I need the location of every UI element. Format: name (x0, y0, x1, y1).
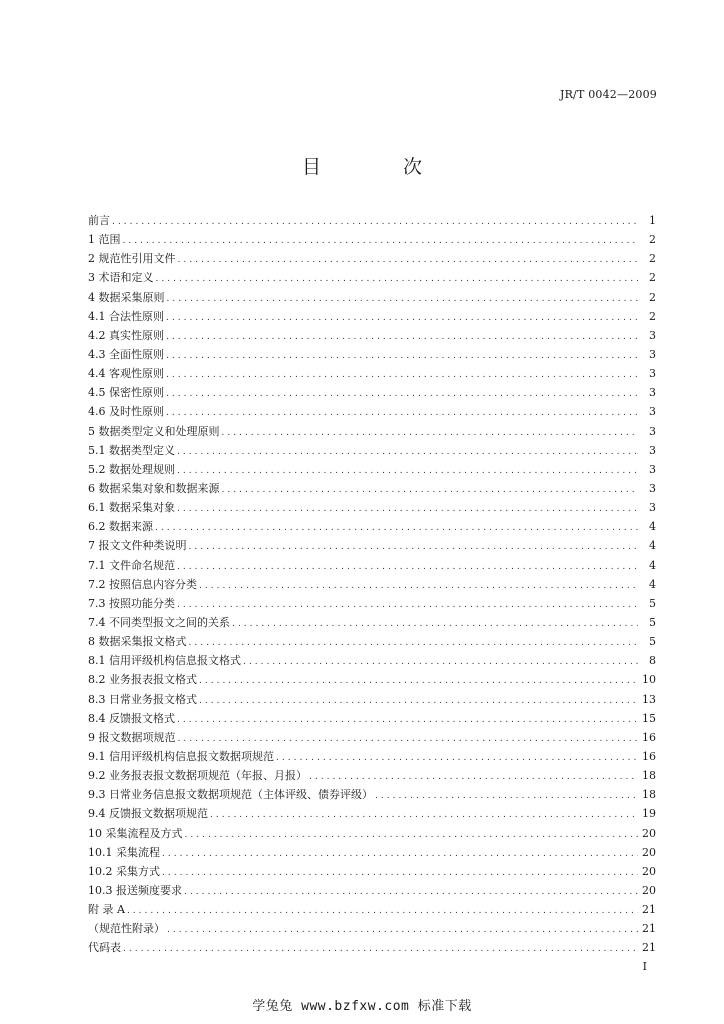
toc-entry[interactable] (88, 594, 656, 613)
toc-entry[interactable] (88, 575, 656, 594)
toc-entry-page: 4 (649, 577, 656, 591)
toc-entry-label: 4.6 及时性原则 (88, 405, 164, 419)
toc-entry-label: 10.1 采集流程 (88, 845, 160, 859)
toc-entry[interactable] (88, 728, 656, 747)
toc-entry-page: 20 (642, 845, 656, 859)
toc-entry[interactable] (88, 536, 656, 555)
toc-entry-label: （规范性附录） (88, 922, 165, 936)
toc-entry-label: 5 数据类型定义和处理原则 (88, 424, 220, 438)
toc-leader-dots (210, 806, 638, 825)
toc-entry[interactable] (88, 460, 656, 479)
toc-entry[interactable] (88, 345, 656, 364)
toc-leader-dots (178, 730, 639, 749)
toc-entry-page: 20 (642, 864, 656, 878)
toc-entry-label: 8.2 业务报表报文格式 (88, 673, 197, 687)
toc-entry[interactable] (88, 651, 656, 670)
toc-entry[interactable] (88, 307, 656, 326)
toc-entry-page: 21 (642, 922, 656, 936)
toc-leader-dots (185, 826, 639, 845)
toc-entry-label: 1 范围 (88, 233, 121, 247)
toc-leader-dots (189, 538, 639, 557)
toc-entry-page: 2 (649, 290, 656, 304)
toc-entry[interactable] (88, 862, 656, 881)
toc-entry-page: 5 (649, 596, 656, 610)
toc-entry[interactable] (88, 441, 656, 460)
toc-entry-label: 6.1 数据采集对象 (88, 501, 175, 515)
toc-entry-page: 21 (642, 903, 656, 917)
page-number: I (642, 960, 647, 973)
toc-entry-label: 7 报文文件种类说明 (88, 539, 187, 553)
toc-entry-page: 18 (642, 769, 656, 783)
toc-leader-dots (162, 845, 638, 864)
toc-entry-page: 1 (649, 214, 656, 227)
toc-leader-dots (199, 577, 638, 596)
toc-leader-dots (199, 692, 638, 711)
toc-entry-page: 10 (642, 673, 656, 687)
footer-watermark: 学兔兔 www.bzfxw.com 标准下载 (252, 999, 472, 1014)
toc-entry-page: 5 (649, 615, 656, 629)
toc-leader-dots (162, 864, 638, 883)
toc-entry-page: 16 (642, 730, 656, 744)
toc-entry-label: 5.1 数据类型定义 (88, 443, 175, 457)
toc-leader-dots (177, 443, 638, 462)
toc-entry-label: 6.2 数据来源 (88, 520, 153, 534)
table-of-contents (88, 211, 656, 957)
toc-entry-page: 3 (649, 328, 656, 342)
toc-entry-page: 3 (649, 405, 656, 419)
toc-entry-page: 2 (649, 309, 656, 323)
toc-leader-dots (375, 787, 638, 806)
toc-leader-dots (189, 634, 639, 653)
toc-entry-page: 3 (649, 481, 656, 495)
toc-leader-dots (166, 404, 638, 423)
toc-leader-dots (167, 921, 638, 940)
toc-leader-dots (178, 251, 639, 270)
toc-leader-dots (123, 940, 638, 959)
toc-entry-label: 8 数据采集报文格式 (88, 635, 187, 649)
toc-entry-label: 4.1 合法性原则 (88, 309, 164, 323)
toc-entry-page: 16 (642, 749, 656, 763)
toc-entry-label: 9.2 业务报表报文数据项规范（年报、月报） (88, 769, 307, 783)
toc-entry[interactable] (88, 632, 656, 651)
toc-entry[interactable] (88, 709, 656, 728)
toc-entry[interactable] (88, 613, 656, 632)
toc-leader-dots (184, 883, 638, 902)
toc-entry-label: 6 数据采集对象和数据来源 (88, 481, 220, 495)
toc-entry-page: 3 (649, 443, 656, 457)
toc-entry[interactable] (88, 211, 656, 230)
toc-entry[interactable] (88, 422, 656, 441)
toc-entry[interactable] (88, 900, 656, 919)
toc-entry-label: 9.4 反馈报文数据项规范 (88, 807, 208, 821)
toc-entry-page: 2 (649, 271, 656, 285)
toc-entry-page: 8 (649, 654, 656, 668)
toc-entry[interactable] (88, 230, 656, 249)
toc-entry-page: 3 (649, 367, 656, 381)
toc-entry-page: 5 (649, 635, 656, 649)
toc-entry-label: 7.4 不同类型报文之间的关系 (88, 615, 230, 629)
toc-entry-label: 9.3 日常业务信息报文数据项规范（主体评级、债券评级） (88, 788, 373, 802)
toc-entry-label: 7.1 文件命名规范 (88, 558, 175, 572)
toc-entry-page: 13 (642, 692, 656, 706)
toc-entry-label: 4 数据采集原则 (88, 290, 165, 304)
toc-leader-dots (166, 385, 638, 404)
toc-leader-dots (112, 213, 638, 232)
toc-entry[interactable] (88, 747, 656, 766)
toc-entry[interactable] (88, 881, 656, 900)
toc-entry[interactable] (88, 556, 656, 575)
toc-leader-dots (177, 462, 638, 481)
toc-entry[interactable] (88, 670, 656, 689)
toc-entry[interactable] (88, 498, 656, 517)
toc-entry[interactable] (88, 479, 656, 498)
toc-entry[interactable] (88, 843, 656, 862)
toc-entry[interactable] (88, 326, 656, 345)
toc-entry-label: 前言 (88, 214, 110, 227)
toc-entry[interactable] (88, 364, 656, 383)
toc-entry-label: 代码表 (88, 941, 121, 955)
toc-entry[interactable] (88, 268, 656, 287)
toc-entry-label: 4.4 客观性原则 (88, 367, 164, 381)
toc-entry-page: 19 (642, 807, 656, 821)
toc-entry-page: 3 (649, 386, 656, 400)
toc-leader-dots (166, 366, 638, 385)
toc-leader-dots (166, 347, 638, 366)
toc-entry-page: 3 (649, 501, 656, 515)
toc-entry-page: 15 (642, 711, 656, 725)
toc-entry-page: 3 (649, 424, 656, 438)
toc-entry-page: 3 (649, 347, 656, 361)
toc-entry[interactable] (88, 919, 656, 938)
toc-entry-page: 4 (649, 539, 656, 553)
toc-entry-label: 3 术语和定义 (88, 271, 154, 285)
toc-leader-dots (232, 615, 638, 634)
toc-entry-page: 18 (642, 788, 656, 802)
toc-entry-label: 4.5 保密性原则 (88, 386, 164, 400)
toc-entry-label: 7.3 按照功能分类 (88, 596, 175, 610)
toc-entry[interactable] (88, 804, 656, 823)
toc-leader-dots (199, 672, 638, 691)
toc-entry[interactable] (88, 938, 656, 957)
toc-entry-page: 4 (649, 520, 656, 534)
toc-entry-page: 2 (649, 233, 656, 247)
toc-leader-dots (177, 596, 638, 615)
toc-entry-page: 4 (649, 558, 656, 572)
toc-entry-label: 9 报文数据项规范 (88, 730, 176, 744)
toc-entry[interactable] (88, 402, 656, 421)
toc-leader-dots (243, 653, 638, 672)
toc-leader-dots (177, 500, 638, 519)
toc-entry-page: 21 (642, 941, 656, 955)
toc-entry-label: 10.3 报送频度要求 (88, 883, 182, 897)
toc-leader-dots (155, 519, 638, 538)
toc-leader-dots (156, 270, 639, 289)
toc-entry-label: 8.1 信用评级机构信息报文格式 (88, 654, 241, 668)
toc-entry-label: 10 采集流程及方式 (88, 826, 183, 840)
toc-entry-page: 20 (642, 883, 656, 897)
toc-leader-dots (276, 749, 638, 768)
toc-leader-dots (309, 768, 638, 787)
toc-title: 目 次 (301, 156, 461, 178)
toc-entry-label: 4.3 全面性原则 (88, 347, 164, 361)
toc-entry[interactable] (88, 383, 656, 402)
toc-entry[interactable] (88, 824, 656, 843)
standard-number: JR/T 0042—2009 (559, 88, 657, 101)
toc-entry-label: 2 规范性引用文件 (88, 252, 176, 266)
toc-entry[interactable] (88, 690, 656, 709)
toc-entry-label: 附 录 A (88, 903, 125, 917)
toc-leader-dots (177, 558, 638, 577)
toc-leader-dots (222, 481, 639, 500)
toc-entry-page: 20 (642, 826, 656, 840)
toc-leader-dots (222, 424, 639, 443)
toc-entry[interactable] (88, 766, 656, 785)
toc-entry-label: 7.2 按照信息内容分类 (88, 577, 197, 591)
toc-entry[interactable] (88, 517, 656, 536)
toc-leader-dots (166, 328, 638, 347)
toc-leader-dots (177, 711, 638, 730)
toc-entry-label: 8.4 反馈报文格式 (88, 711, 175, 725)
toc-entry[interactable] (88, 288, 656, 307)
toc-entry[interactable] (88, 249, 656, 268)
toc-leader-dots (166, 309, 638, 328)
toc-leader-dots (123, 232, 639, 251)
toc-entry-label: 4.2 真实性原则 (88, 328, 164, 342)
toc-leader-dots (167, 290, 639, 309)
toc-entry[interactable] (88, 785, 656, 804)
toc-entry-page: 2 (649, 252, 656, 266)
toc-leader-dots (127, 902, 638, 921)
toc-entry-label: 5.2 数据处理规则 (88, 462, 175, 476)
toc-entry-page: 3 (649, 462, 656, 476)
toc-entry-label: 9.1 信用评级机构信息报文数据项规范 (88, 749, 274, 763)
toc-entry-label: 10.2 采集方式 (88, 864, 160, 878)
toc-entry-label: 8.3 日常业务报文格式 (88, 692, 197, 706)
